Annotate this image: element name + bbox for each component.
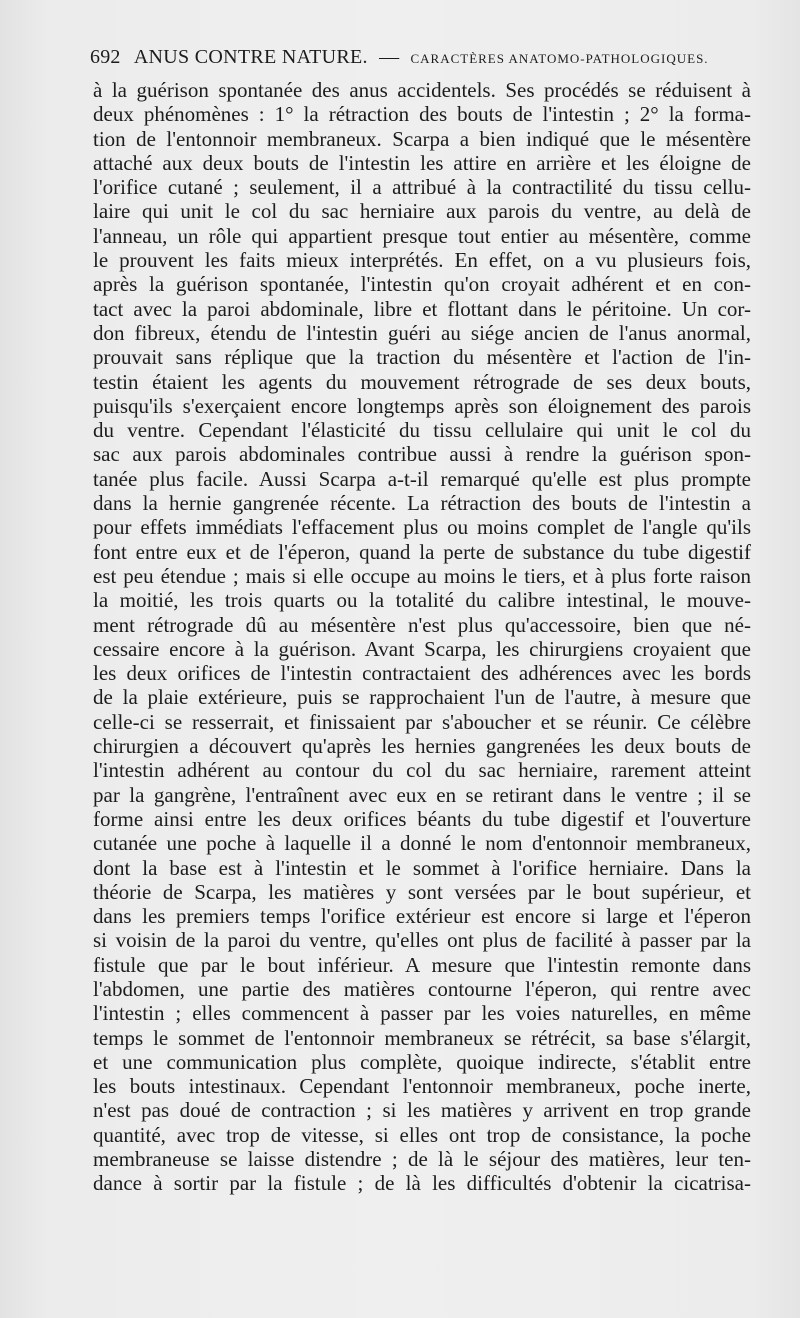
text-line: et une communication plus complète, quoique indirecte, s'établit entre bbox=[93, 1049, 751, 1074]
text-line: à la guérison spontanée des anus accidentels. Ses procédés se réduisent à bbox=[93, 78, 751, 102]
text-line: font entre eux et de l'éperon, quand la perte de substance du tube digestif bbox=[93, 539, 751, 564]
running-header bbox=[90, 46, 790, 69]
section-title: CARACTÈRES ANATOMO-PATHOLOGIQUES. bbox=[410, 51, 709, 66]
text-line: les bouts intestinaux. Cependant l'entonnoir membraneux, poche inerte, bbox=[93, 1074, 751, 1099]
text-line: fistule que par le bout inférieur. A mesure que l'intestin remonte dans bbox=[93, 952, 751, 977]
text-line: dance à sortir par la fistule ; de là les difficultés d'obtenir la cicatrisa- bbox=[93, 1171, 751, 1196]
text-line: dans la hernie gangrenée récente. La rétraction des bouts de l'intestin a bbox=[93, 491, 751, 516]
text-line: celle-ci se resserrait, et finissaient par s'aboucher et se réunir. Ce célèbre bbox=[93, 709, 751, 734]
text-line: l'anneau, un rôle qui appartient presque tout entier au mésentère, comme bbox=[93, 223, 751, 248]
text-line: la moitié, les trois quarts ou la totalité du calibre intestinal, le mouve- bbox=[93, 588, 751, 613]
text-line: l'intestin ; elles commencent à passer par les voies naturelles, en même bbox=[93, 1001, 751, 1026]
text-line: testin étaient les agents du mouvement rétrograde de ses deux bouts, bbox=[93, 369, 751, 394]
text-line: les deux orifices de l'intestin contractaient des adhérences avec les bords bbox=[93, 661, 751, 686]
text-line: après la guérison spontanée, l'intestin qu'on croyait adhérent et en con- bbox=[93, 272, 751, 297]
text-line: n'est pas doué de contraction ; si les matières y arrivent en trop grande bbox=[93, 1098, 751, 1123]
text-line: prouvait sans réplique que la traction du mésentère et l'action de l'in- bbox=[93, 345, 751, 370]
text-line: l'abdomen, une partie des matières contourne l'éperon, qui rentre avec bbox=[93, 976, 751, 1001]
running-title: ANUS CONTRE NATURE. bbox=[133, 46, 368, 68]
text-line: dont la base est à l'intestin et le sommet à l'orifice herniaire. Dans la bbox=[93, 855, 751, 880]
text-line: théorie de Scarpa, les matières y sont versées par le bout supérieur, et bbox=[93, 879, 751, 904]
text-line: cutanée une poche à laquelle il a donné le nom d'entonnoir membraneux, bbox=[93, 831, 751, 856]
text-line: tact avec la paroi abdominale, libre et flottant dans le péritoine. Un cor- bbox=[93, 296, 751, 321]
text-line: quantité, avec trop de vitesse, si elles ont trop de consistance, la poche bbox=[93, 1122, 751, 1147]
text-line: chirurgien a découvert qu'après les hernies gangrenées les deux bouts de bbox=[93, 734, 751, 759]
page-number: 692 bbox=[90, 46, 121, 68]
text-line: don fibreux, étendu de l'intestin guéri au siége ancien de l'anus anormal, bbox=[93, 320, 751, 345]
text-line: cessaire encore à la guérison. Avant Scarpa, les chirurgiens croyaient que bbox=[93, 636, 751, 661]
text-line: l'orifice cutané ; seulement, il a attribué à la contractilité du tissu cellu- bbox=[93, 175, 751, 200]
text-line: par la gangrène, l'entraînent avec eux en se retirant dans le ventre ; il se bbox=[93, 782, 751, 807]
text-line: temps le sommet de l'entonnoir membraneux se rétrécit, sa base s'élargit, bbox=[93, 1025, 751, 1050]
text-line: ment rétrograde dû au mésentère n'est plus qu'accessoire, bien que né- bbox=[93, 612, 751, 637]
text-line: laire qui unit le col du sac herniaire aux parois du ventre, au delà de bbox=[93, 199, 751, 224]
text-line: si voisin de la paroi du ventre, qu'elles ont plus de facilité à passer par la bbox=[93, 928, 751, 953]
text-line: pour effets immédiats l'effacement plus ou moins complet de l'angle qu'ils bbox=[93, 515, 751, 540]
text-line: dans les premiers temps l'orifice extérieur est encore si large et l'éperon bbox=[93, 904, 751, 929]
text-line: membraneuse se laisse distendre ; de là le séjour des matières, leur ten- bbox=[93, 1147, 751, 1172]
header-dash: — bbox=[379, 46, 400, 68]
text-line: sac aux parois abdominales contribue aussi à rendre la guérison spon- bbox=[93, 442, 751, 467]
text-line: tanée plus facile. Aussi Scarpa a-t-il remarqué qu'elle est plus prompte bbox=[93, 466, 751, 491]
body-text bbox=[93, 78, 751, 1196]
text-line: du ventre. Cependant l'élasticité du tissu cellulaire qui unit le col du bbox=[93, 418, 751, 443]
text-line: attaché aux deux bouts de l'intestin les attire en arrière et les éloigne de bbox=[93, 150, 751, 175]
text-line: deux phénomènes : 1° la rétraction des bouts de l'intestin ; 2° la forma- bbox=[93, 102, 751, 127]
text-line: est peu étendue ; mais si elle occupe au moins le tiers, et à plus forte raison bbox=[93, 563, 751, 588]
text-line: l'intestin adhérent au contour du col du sac herniaire, rarement atteint bbox=[93, 758, 751, 783]
text-line: forme ainsi entre les deux orifices béants du tube digestif et l'ouverture bbox=[93, 806, 751, 831]
text-line: le prouvent les faits mieux interprétés. En effet, on a vu plusieurs fois, bbox=[93, 248, 751, 273]
text-line: de la plaie extérieure, puis se rapprochaient l'un de l'autre, à mesure que bbox=[93, 685, 751, 710]
text-line: puisqu'ils s'exerçaient encore longtemps après son éloignement des parois bbox=[93, 393, 751, 418]
text-line: tion de l'entonnoir membraneux. Scarpa a bien indiqué que le mésentère bbox=[93, 126, 751, 151]
